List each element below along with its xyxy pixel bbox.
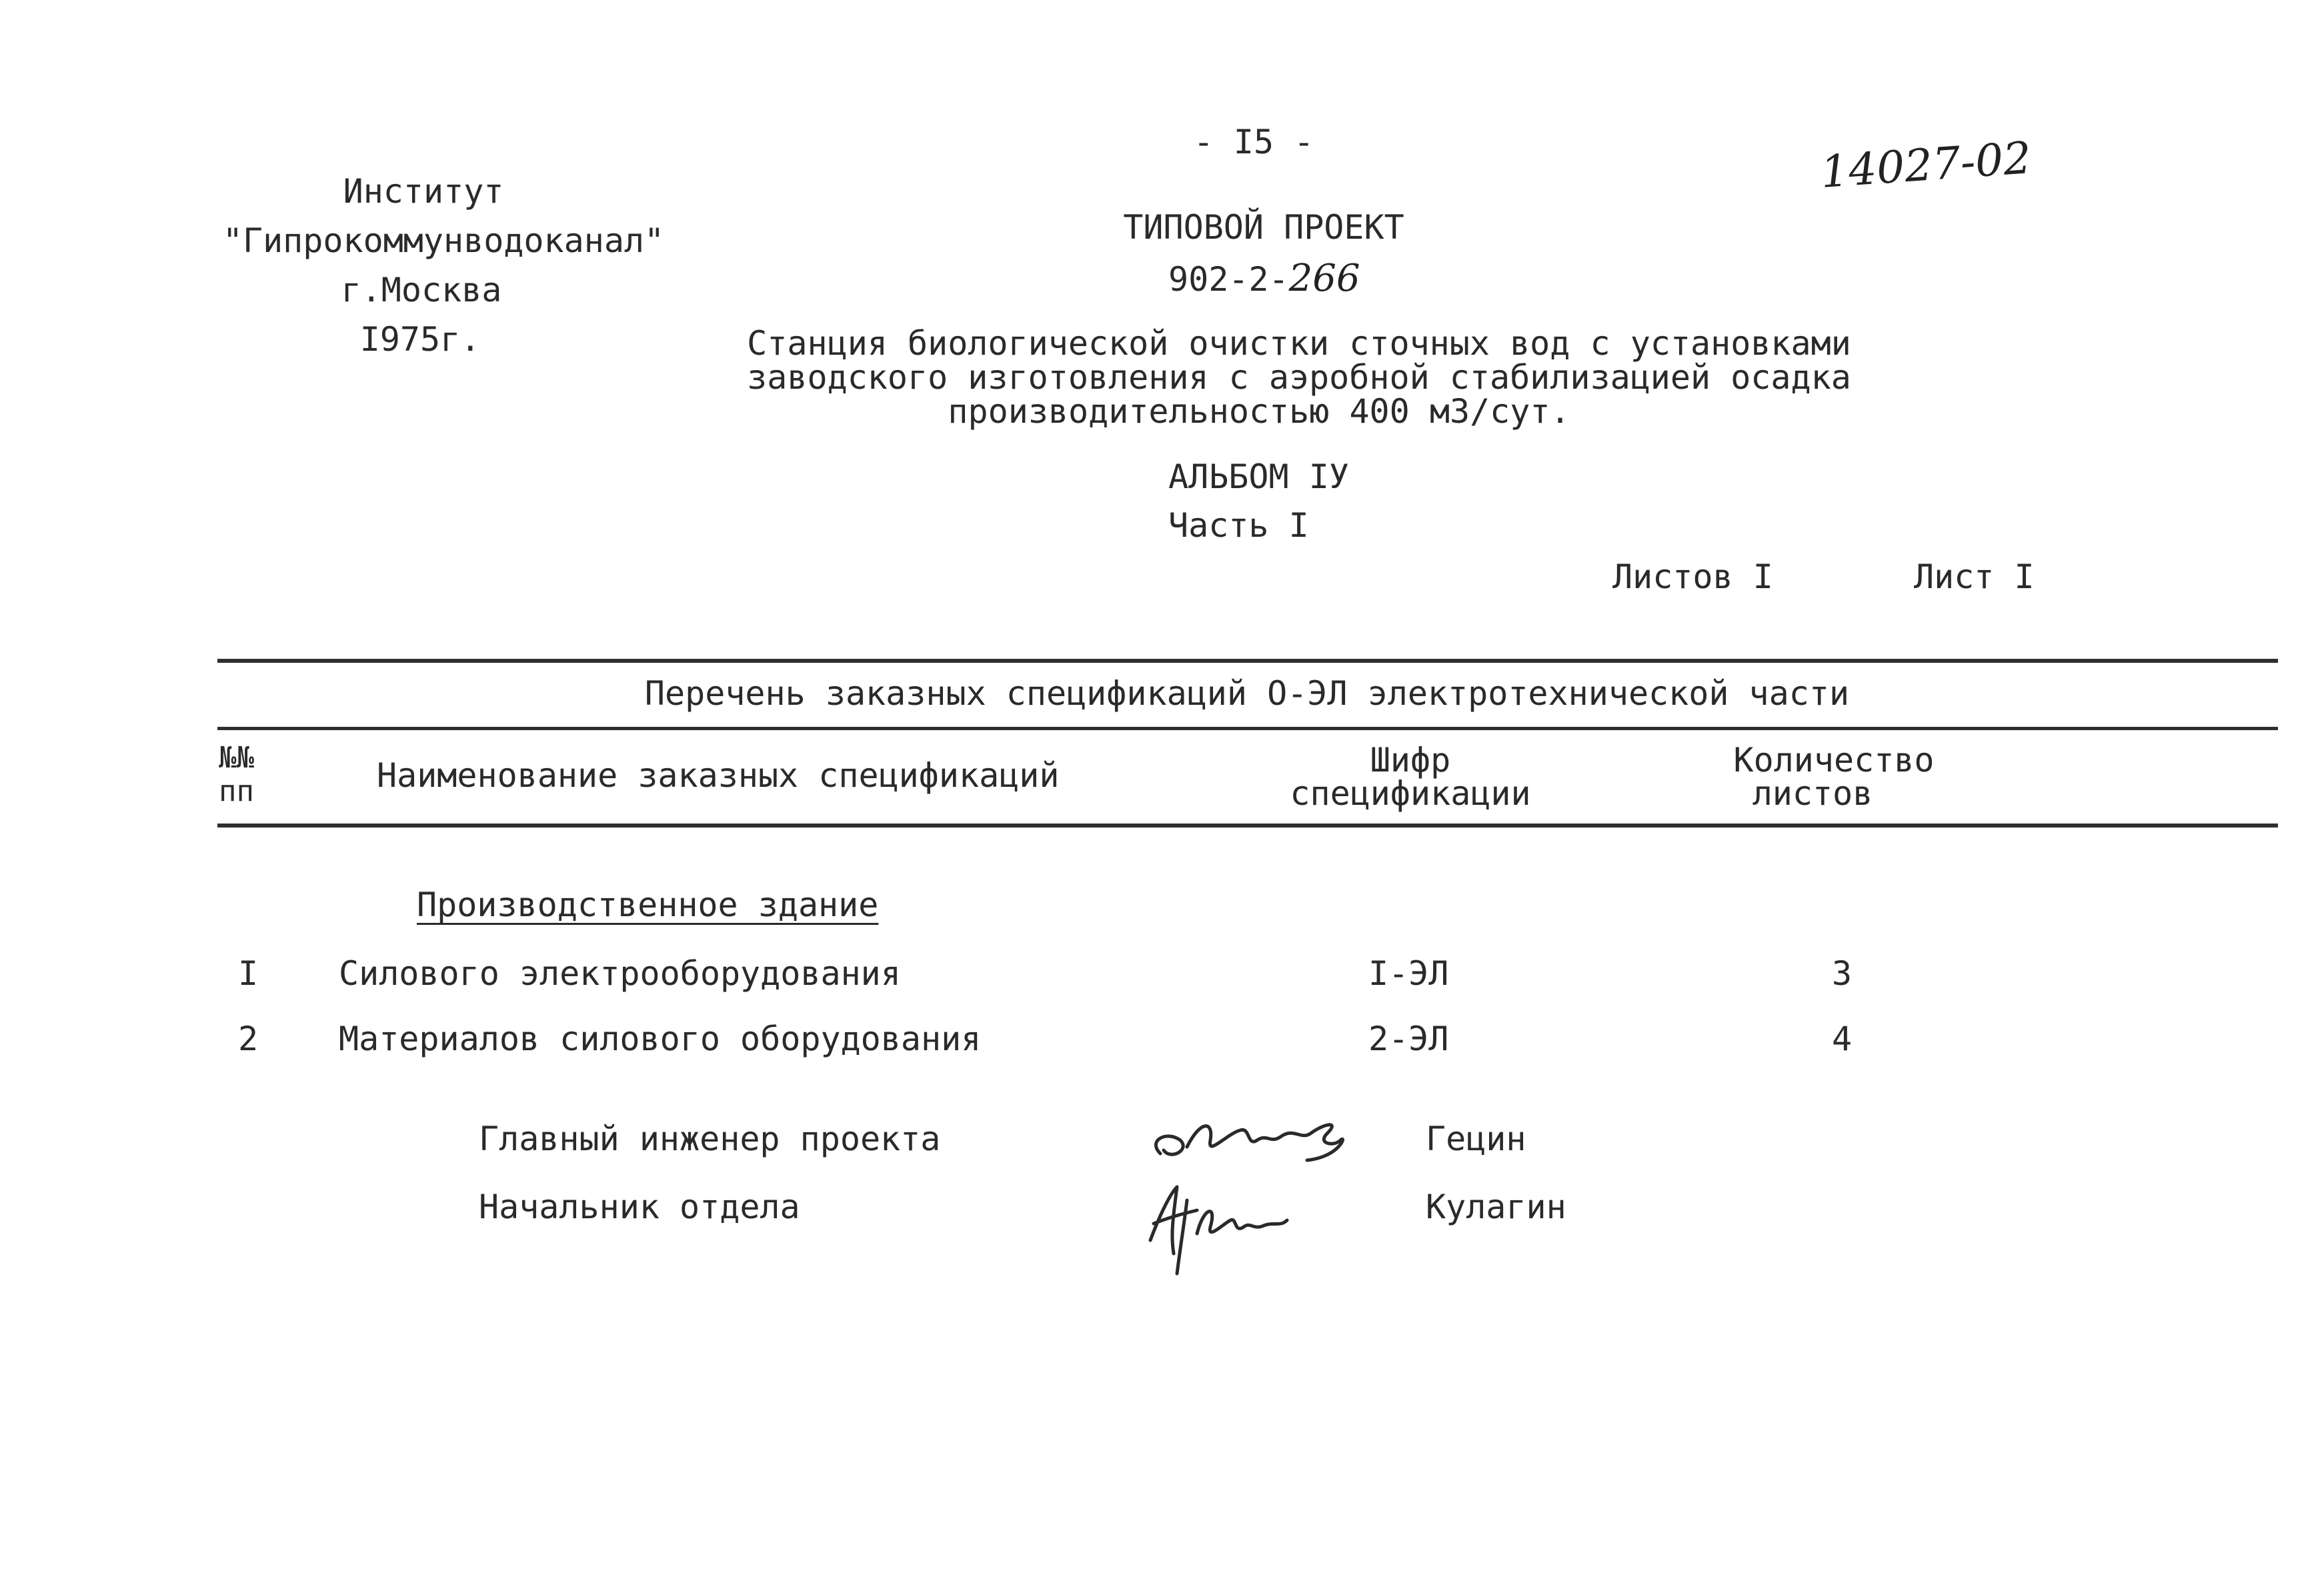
album-label: АЛЬБОМ IУ [1168, 457, 1349, 496]
page-number: - I5 - [1193, 123, 1314, 161]
signature-mark [1140, 1094, 1367, 1180]
table-header-bottom-rule [217, 824, 2278, 828]
title-line-3: производительностью 400 м3/сут. [948, 392, 1570, 431]
sheet-number: Лист I [1914, 557, 2035, 596]
row-code: I-ЭЛ [1368, 954, 1449, 993]
signature-mark [1137, 1174, 1310, 1280]
institute-city: г.Москва [341, 271, 502, 309]
institute-label: Институт [343, 172, 504, 211]
row-num: 2 [237, 1020, 259, 1058]
signatory-name: Кулагин [1426, 1188, 1566, 1226]
row-count: 4 [1831, 1020, 1853, 1058]
signature-role: Начальник отдела [479, 1188, 800, 1226]
row-name: Силового электрооборудования [339, 954, 901, 993]
project-label: ТИПОВОЙ ПРОЕКТ [1123, 208, 1404, 247]
project-code-handwritten: 266 [1288, 257, 1360, 300]
sheets-total: Листов I [1612, 557, 1773, 596]
row-count: 3 [1831, 954, 1853, 993]
col-count-header-1: Количество [1733, 741, 1935, 779]
title-line-1: Станция биологической очистки сточных вод с установками [747, 324, 1851, 363]
project-code [1168, 257, 1360, 300]
col-code-header-2: спецификации [1290, 774, 1531, 813]
col-num-header-1: №№ [219, 741, 254, 775]
signature-role: Главный инженер проекта [479, 1120, 941, 1158]
institute-year: I975г. [359, 320, 481, 359]
part-label: Часть I [1168, 506, 1309, 545]
col-num-header-2: пп [219, 774, 254, 808]
row-name: Материалов силового оборудования [339, 1020, 982, 1058]
table-header-top-rule [217, 727, 2278, 730]
project-code-printed: 902-2- [1168, 260, 1289, 299]
row-code: 2-ЭЛ [1368, 1020, 1449, 1058]
col-code-header-1: Шифр [1370, 741, 1451, 779]
col-name-header: Наименование заказных спецификаций [377, 756, 1060, 795]
col-count-header-2: листов [1752, 774, 1873, 813]
archive-code: 14027-02 [1819, 132, 2033, 198]
table-top-rule [217, 659, 2278, 663]
signatory-name: Гецин [1426, 1120, 1526, 1158]
row-num: I [237, 954, 259, 993]
section-title: Производственное здание [417, 886, 879, 924]
title-line-2: заводского изготовления с аэробной стабилизацией осадка [747, 358, 1851, 397]
institute-name: "Гипрокоммунводоканал" [222, 221, 665, 260]
table-caption: Перечень заказных спецификаций О-ЭЛ электротехнической части [644, 674, 1850, 713]
